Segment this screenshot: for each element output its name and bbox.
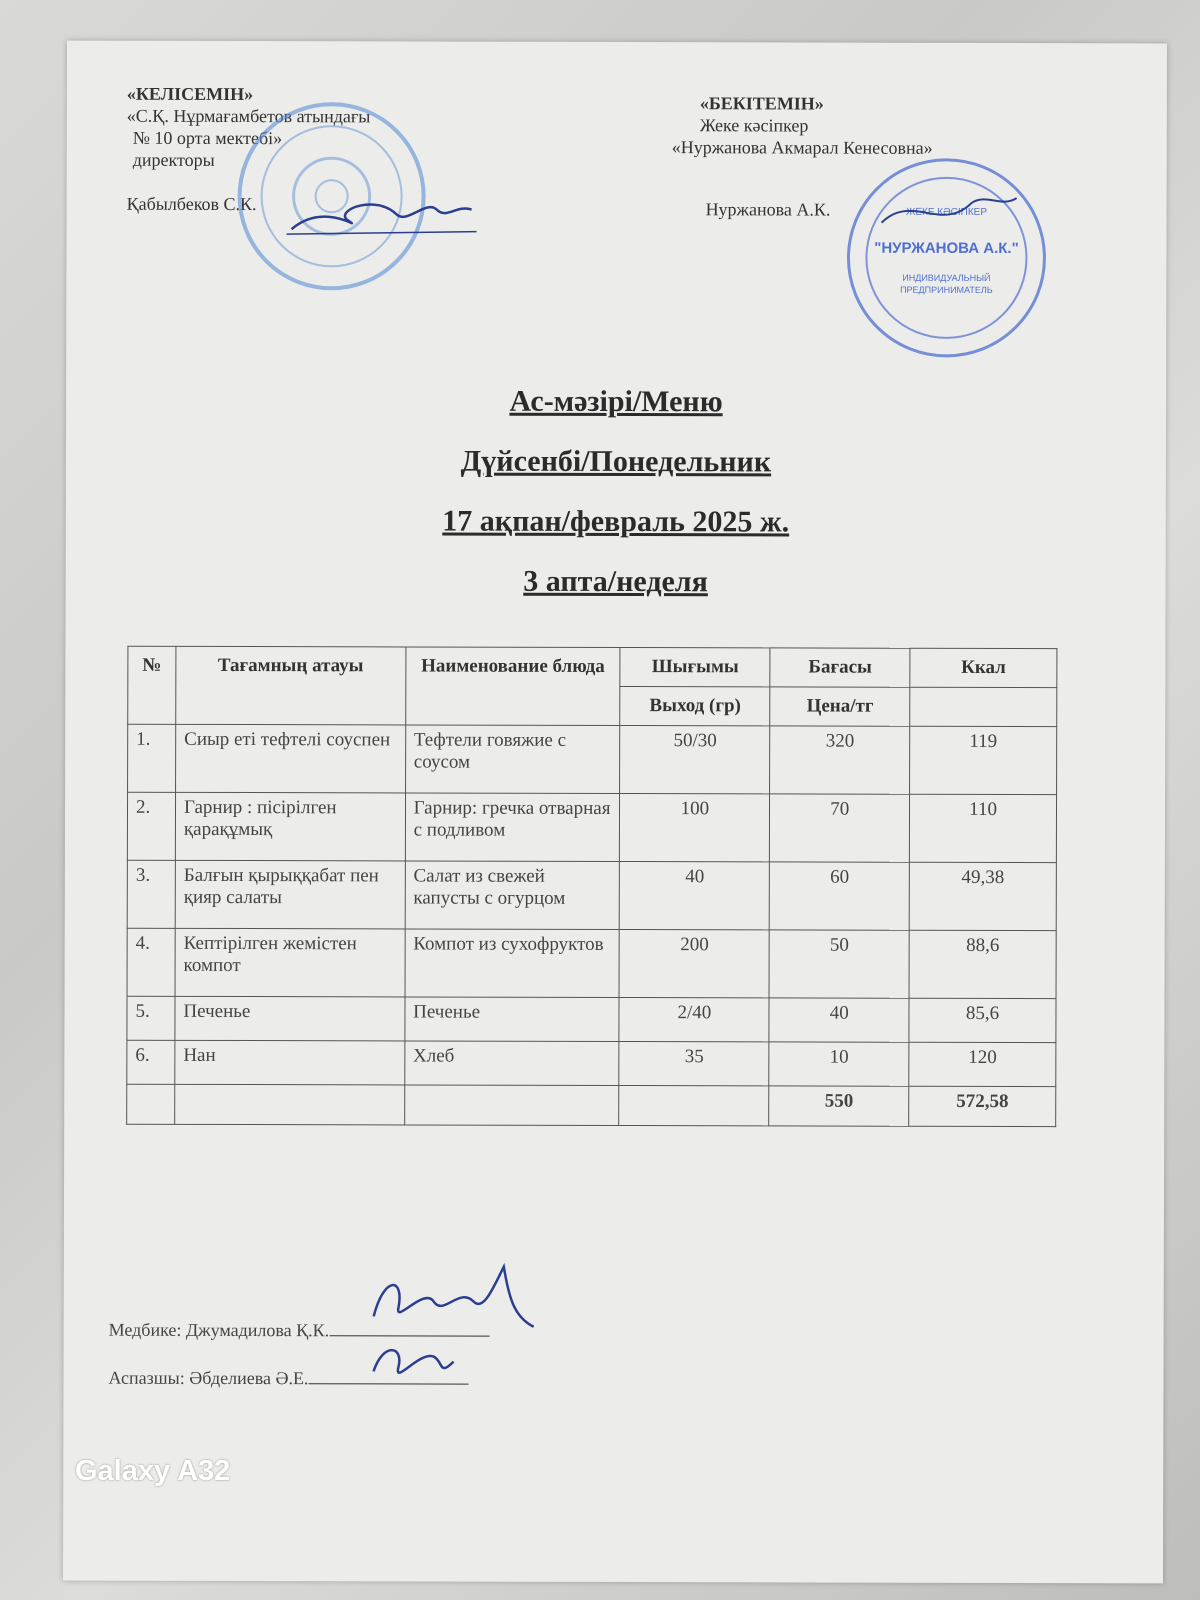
stamp-top-text: ЖЕКЕ КӘСІПКЕР: [906, 206, 988, 218]
left-line-2: № 10 орта мектебі»: [132, 127, 283, 149]
header-num: №: [128, 646, 176, 724]
cell-name-kz: Печенье: [175, 996, 405, 1041]
cell-price: 50: [769, 930, 909, 998]
cell-price: 70: [770, 794, 910, 862]
title-menu: Ас-мәзірі/Меню: [509, 384, 723, 419]
stamp-sub2-text: ПРЕДПРИНИМАТЕЛЬ: [900, 284, 993, 295]
cell-kcal: 110: [910, 794, 1057, 862]
cell-name-kz: Кептірілген жемістен компот: [175, 928, 405, 997]
cell-price: 40: [769, 998, 909, 1042]
cell-name-kz: Сиыр еті тефтелі соуспен: [176, 724, 406, 793]
nurse-label: Медбике: Джумадилова Қ.К.: [108, 1319, 330, 1341]
stamp-center-text: "НУРЖАНОВА А.К.": [874, 239, 1019, 258]
table-row: [127, 928, 1056, 998]
cell-num: 6.: [127, 1040, 175, 1084]
table-row: [127, 860, 1056, 930]
cell-yield: 100: [620, 794, 770, 862]
header-price-ru: Цена/тг: [770, 687, 910, 726]
menu-table: [126, 646, 1057, 1127]
cell-num: 2.: [127, 792, 175, 860]
director-signature-icon: [286, 189, 476, 249]
cell-name-ru: Компот из сухофруктов: [405, 929, 620, 998]
cell-yield: 50/30: [620, 726, 770, 794]
cell-name-ru: Печенье: [405, 997, 620, 1042]
document-page: [63, 41, 1167, 1584]
title-week: 3 апта/неделя: [523, 564, 708, 599]
stamp-sub1-text: ИНДИВИДУАЛЬНЫЙ: [902, 272, 991, 283]
cell-name-kz: Гарнир : пісірілген қарақұмық: [175, 792, 405, 861]
cell-name-kz: Балғын қырыққабат пен қияр салаты: [175, 860, 405, 929]
right-line-1: Жеке кәсіпкер: [699, 115, 809, 136]
cell-yield: 2/40: [619, 998, 769, 1042]
cell-empty: [404, 1085, 619, 1126]
cell-name-ru: Тефтели говяжие с соусом: [405, 725, 620, 794]
cell-price: 320: [770, 726, 910, 794]
table-header-row: [128, 646, 1057, 687]
nurse-signature-icon: [364, 1256, 544, 1336]
header-name-ru: Наименование блюда: [405, 647, 620, 726]
table-row: [127, 1040, 1056, 1086]
title-date: 17 ақпан/февраль 2025 ж.: [442, 504, 790, 539]
header-kcal-empty: [910, 687, 1057, 726]
cell-kcal: 85,6: [909, 998, 1056, 1042]
total-kcal: 572,58: [909, 1086, 1056, 1126]
cell-name-ru: Салат из свежей капусты с огурцом: [405, 861, 620, 930]
cell-price: 60: [770, 862, 910, 930]
total-price: 550: [769, 1086, 909, 1126]
left-signer: Қабылбеков С.К.: [126, 193, 257, 215]
header-yield-kz: Шығымы: [620, 648, 770, 687]
header-price-kz: Бағасы: [770, 648, 910, 687]
right-signer: Нуржанова А.К.: [705, 199, 831, 220]
left-line-1: «С.Қ. Нұрмағамбетов атындағы: [126, 105, 371, 127]
table-row: [127, 792, 1056, 862]
table-total-row: [127, 1084, 1056, 1126]
cell-empty: [175, 1084, 405, 1125]
cell-name-ru: Хлеб: [404, 1041, 619, 1086]
title-day: Дүйсенбі/Понедельник: [460, 444, 772, 479]
cell-num: 1.: [128, 724, 176, 792]
table-row: [127, 996, 1056, 1042]
entrepreneur-seal-icon: [841, 153, 1052, 364]
cook-label: Аспазшы: Әбделиева Ә.Е.: [108, 1367, 309, 1389]
cell-name-kz: Нан: [175, 1040, 405, 1085]
cell-empty: [619, 1086, 769, 1126]
right-line-2: «Нуржанова Акмарал Кенесовна»: [671, 137, 933, 158]
cook-signature-icon: [363, 1331, 463, 1391]
cell-kcal: 120: [909, 1042, 1056, 1086]
cell-kcal: 88,6: [909, 930, 1056, 998]
table-row: [128, 724, 1057, 794]
left-heading: «КЕЛІСЕМІН»: [126, 83, 254, 105]
camera-watermark: Galaxy A32: [75, 1455, 231, 1487]
right-heading: «БЕКІТЕМІН»: [699, 93, 824, 114]
cell-num: 3.: [127, 860, 175, 928]
cell-name-ru: Гарнир: гречка отварная с подливом: [405, 793, 620, 862]
cell-yield: 200: [619, 930, 769, 998]
cell-num: 5.: [127, 996, 175, 1040]
header-kcal: Ккал: [910, 648, 1057, 687]
cell-price: 10: [769, 1042, 909, 1086]
header-name-kz: Тағамның атауы: [176, 646, 406, 725]
header-yield-ru: Выход (гр): [620, 687, 770, 726]
cell-yield: 40: [620, 862, 770, 930]
cell-yield: 35: [619, 1042, 769, 1086]
cell-num: 4.: [127, 928, 175, 996]
left-line-3: директоры: [132, 149, 215, 170]
cell-kcal: 49,38: [909, 862, 1056, 930]
menu-titles: [66, 371, 1167, 614]
cell-empty: [127, 1084, 175, 1124]
cell-kcal: 119: [910, 726, 1057, 794]
